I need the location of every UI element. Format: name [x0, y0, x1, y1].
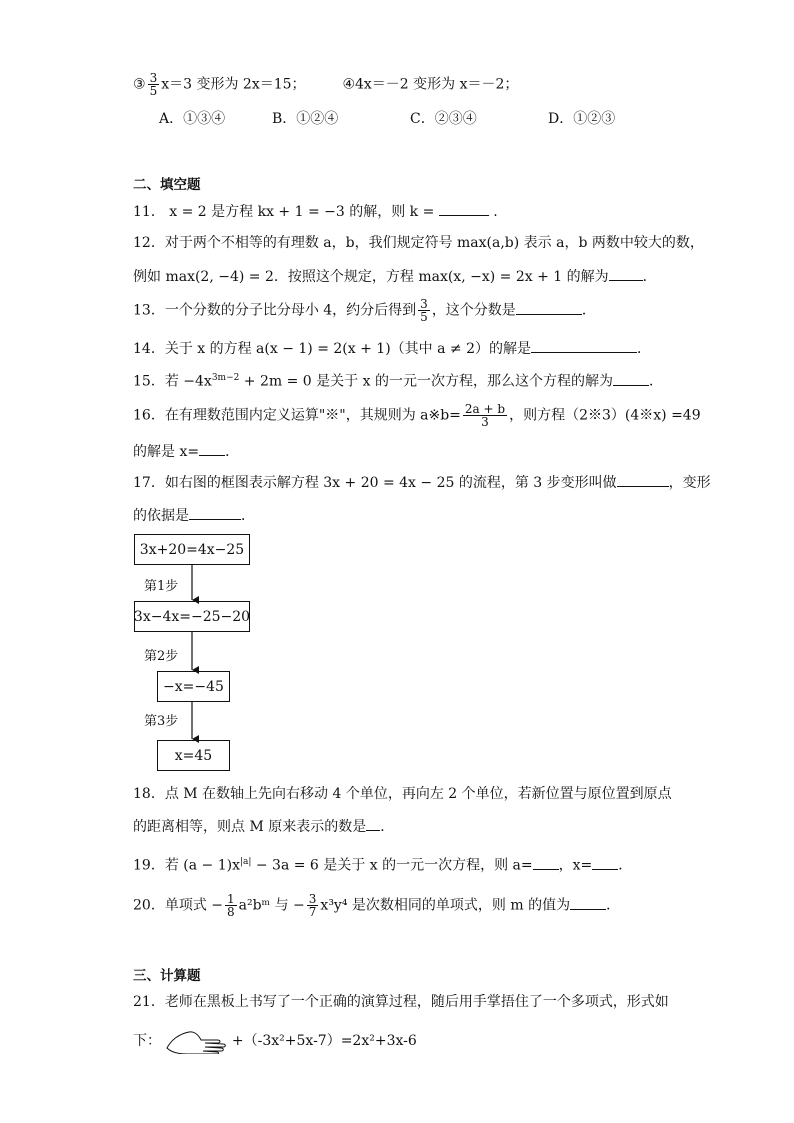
choice-a[interactable]: A．①③④	[159, 111, 226, 127]
q21-line1: 21．老师在黑板上书写了一个正确的演算过程，随后用手掌捂住了一个多项式，形式如	[133, 994, 669, 1010]
q14-answer-blank[interactable]	[531, 338, 637, 353]
q16-fraction: $\frac{2a + b}{3}$	[464, 402, 506, 429]
choice-b[interactable]: B．①②④	[272, 111, 339, 127]
q11-answer-blank[interactable]	[439, 201, 489, 216]
q17-answer-blank-2[interactable]	[189, 505, 241, 520]
q15: 15．若 $-4x^{3m-2} + 2m = 0$ 是关于 x 的一元一次方程，那么这个方程的解为 ．	[133, 368, 663, 392]
choice-c[interactable]: C．②③④	[410, 111, 477, 127]
q17-line1: 17．如右图的框图表示解方程 3x + 20 = 4x − 25 的流程，第 3 步变形叫做 ，变形	[133, 472, 711, 493]
flow-step-1-label: 第1步	[144, 579, 179, 594]
q10-item3-marker: ③	[133, 76, 146, 93]
q12-answer-blank[interactable]	[609, 266, 643, 281]
choice-d[interactable]: D．①②③	[548, 111, 616, 127]
q20-fraction-2: $\frac{3}{7}$	[308, 892, 317, 919]
q20: 20．单项式 − $\frac{1}{8}$ a²bᵐ 与 − $\frac{3}{7}$ x³y⁴ 是次数相同的单项式，则 m 的值为 ．	[133, 892, 621, 919]
flow-box-1: 3x+20=4x−25	[134, 534, 250, 565]
flow-step-3-label: 第3步	[144, 714, 179, 729]
section-fill-in-title: 二、填空题	[133, 177, 201, 193]
q17-line2: 的依据是 ．	[133, 505, 255, 526]
flow-step-2-label: 第2步	[144, 649, 179, 664]
q20-fraction-1: $\frac{1}{8}$	[227, 892, 235, 919]
q11: 11． x = 2 是方程 kx + 1 = −3 的解，则 k = .	[133, 201, 498, 222]
hand-icon	[165, 1028, 227, 1054]
q19-answer-blank-a[interactable]	[533, 855, 559, 870]
q10-item4-text: ④4x＝－2 变形为 x＝－2；	[342, 76, 519, 93]
q12-line1: 12．对于两个不相等的有理数 a，b，我们规定符号 max(a,b) 表示 a，b 两数中较大的数，	[133, 235, 704, 251]
q18-line1: 18．点 M 在数轴上先向右移动 4 个单位，再向左 2 个单位，若新位置与原位置到原点	[133, 786, 672, 802]
q13-fraction: $\frac{3}{5}$	[420, 297, 428, 324]
flow-box-4: x=45	[157, 740, 230, 771]
q10-item3-text: x＝3 变形为 2x＝15；	[161, 76, 306, 93]
q13-answer-blank[interactable]	[516, 300, 582, 315]
q21-line2: 下： +（-3x²+5x-7）=2x²+3x-6	[133, 1028, 417, 1054]
q10-item3-fraction: $\frac{3}{5}$	[149, 71, 158, 98]
q20-answer-blank[interactable]	[570, 895, 606, 910]
section-calculation-title: 三、计算题	[133, 968, 201, 984]
q13: 13．一个分数的分子比分母小 4，约分后得到 $\frac{3}{5}$ ，这个分数是 ．	[133, 297, 596, 324]
q10-items	[133, 72, 518, 97]
q16-answer-blank[interactable]	[199, 441, 225, 456]
q16-line2: 的解是 x= ．	[133, 441, 239, 462]
q14: 14．关于 x 的方程 a(x − 1) = 2(x + 1)（其中 a ≠ 2）的解是 ．	[133, 338, 651, 359]
q17-answer-blank-1[interactable]	[617, 472, 669, 487]
q18-answer-blank[interactable]	[366, 816, 380, 831]
flow-box-2: 3x−4x=−25−20	[134, 601, 250, 632]
q18-line2: 的距离相等，则点 M 原来表示的数是 ．	[133, 816, 394, 837]
flow-box-3: −x=−45	[157, 671, 230, 702]
q19: 19．若 $(a - 1)x^{|a|} - 3a = 6$ 是关于 x 的一元一次方程，则 a= ，x= ．	[133, 852, 632, 876]
q15-answer-blank[interactable]	[613, 371, 649, 386]
q12-line2: 例如 max(2, −4) = 2．按照这个规定，方程 max(x, −x) = 2x + 1 的解为 ．	[133, 266, 657, 287]
q16-line1: 16．在有理数范围内定义运算"※"，其规则为 a※b= $\frac{2a + b}{3}$ ，则方程（2※3）(4※x) =49	[133, 402, 701, 429]
q19-answer-blank-x[interactable]	[592, 855, 618, 870]
